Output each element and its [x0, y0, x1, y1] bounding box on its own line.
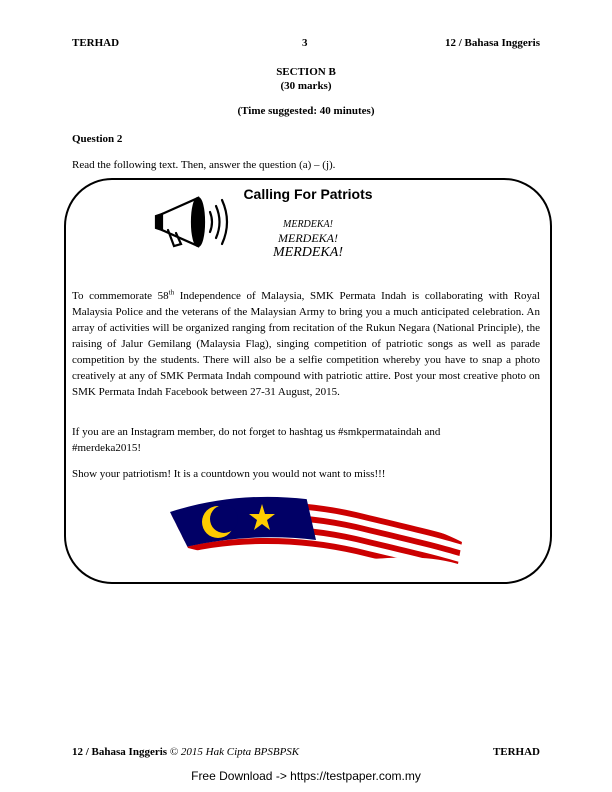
time-suggested: (Time suggested: 40 minutes) [237, 105, 375, 117]
question-label: Question 2 [72, 133, 123, 145]
merdeka-line-1: MERDEKA! [283, 219, 333, 230]
section-marks: (30 marks) [280, 80, 332, 92]
poster-paragraph-1: To commemorate 58th Independence of Malaysia, SMK Permata Indah is collaborating with Royal Malaysia Police and the veterans of the Malaysian Army to bring you a much anticipated celebration. An array of activities will be organized ranging from recitation of the Rukun Negara (National Principle), the raising of Jalur Gemilang (Malaysia Flag), singing competition of patriotic songs as well as parade competition by the students. There will also be a selfie competition whereby you have to snap a photo creatively at any of SMK Permata Indah compound with patriotic attire. Post your most creative photo on SMK Permata Indah Facebook between 27-31 August, 2015. [72, 288, 540, 398]
malaysia-flag-image [166, 490, 466, 570]
download-link[interactable]: Free Download -> https://testpaper.com.my [191, 769, 421, 783]
merdeka-line-3: MERDEKA! [273, 245, 343, 260]
footer-left: 12 / Bahasa Inggeris © 2015 Hak Cipta BPSBPSK [72, 746, 300, 758]
footer-right: TERHAD [492, 746, 540, 758]
merdeka-line-2: MERDEKA! [278, 231, 338, 245]
poster-paragraph-2: If you are an Instagram member, do not forget to hashtag us #smkpermataindah and #merdeka2015! [72, 426, 441, 454]
poster-paragraph-3: Show your patriotism! It is a countdown you would not want to miss!!! [72, 468, 386, 480]
section-title: SECTION B [276, 66, 336, 78]
page-number: 3 [302, 37, 308, 49]
header-left: TERHAD [72, 37, 120, 49]
poster-title: Calling For Patriots [243, 186, 373, 202]
header-right: 12 / Bahasa Inggeris [444, 37, 540, 49]
question-instruction: Read the following text. Then, answer the question (a) – (j). [72, 159, 336, 171]
